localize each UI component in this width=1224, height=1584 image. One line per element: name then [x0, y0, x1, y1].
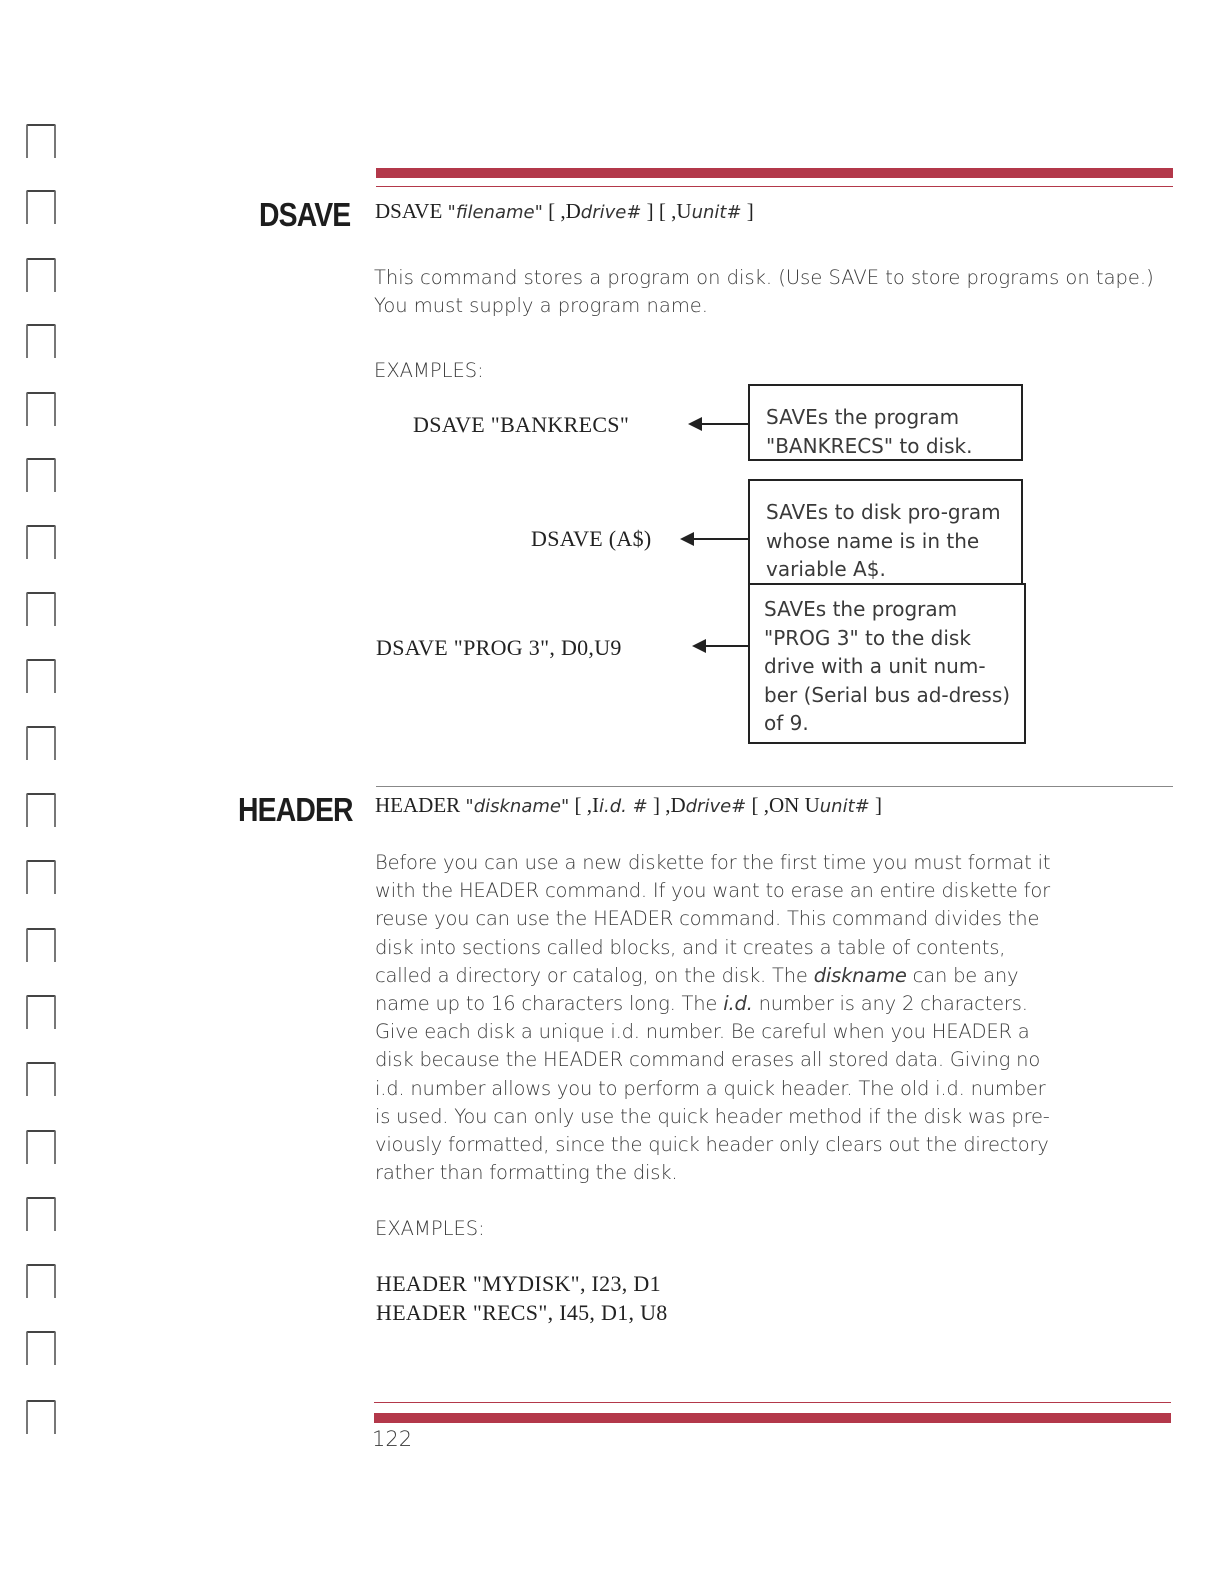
text-emphasis: i.d.: [723, 992, 753, 1016]
syntax-command: DSAVE: [375, 199, 443, 223]
dsave-example-code: DSAVE "BANKRECS": [413, 412, 630, 437]
syntax-text: ] ,D: [647, 793, 686, 817]
binding-tab: [26, 458, 56, 492]
binding-tab: [26, 190, 56, 224]
binding-tab: [26, 1400, 56, 1434]
text-line: viously formatted, since the quick header only clears out the directory: [375, 1133, 1049, 1157]
header-description: [375, 849, 1185, 1187]
top-red-rule: [376, 168, 1173, 178]
section-divider: [376, 786, 1173, 787]
bottom-red-rule: [374, 1413, 1171, 1423]
syntax-text: ]: [869, 793, 882, 817]
syntax-param: unit#: [819, 796, 870, 817]
text-line: with the HEADER command. If you want to erase an entire diskette for: [375, 879, 1050, 903]
top-thin-rule: [376, 186, 1173, 187]
syntax-param: "filename": [447, 202, 543, 223]
binding-tab: [26, 659, 56, 693]
text-span: name up to 16 characters long. The: [375, 992, 724, 1016]
header-example-code: HEADER "MYDISK", I23, D1: [376, 1271, 661, 1296]
syntax-command: HEADER: [375, 793, 461, 817]
text-line: Before you can use a new diskette for the first time you must format it: [375, 851, 1051, 874]
binding-tab: [26, 258, 56, 292]
dsave-example-note: SAVEs to disk pro-gram whose name is in the variable A$.: [748, 479, 1023, 585]
dsave-example-note: SAVEs the program "BANKRECS" to disk.: [748, 384, 1023, 461]
text-line: reuse you can use the HEADER command. This command divides the: [375, 907, 1040, 931]
syntax-text: ]: [741, 199, 754, 223]
binding-tab: [26, 1264, 56, 1298]
header-heading: HEADER: [238, 791, 353, 828]
text-line: [375, 990, 1185, 1018]
arrow-icon: [692, 538, 748, 540]
binding-tab: [26, 1062, 56, 1096]
dsave-example-code: DSAVE "PROG 3", D0,U9: [376, 635, 622, 660]
header-examples-label: EXAMPLES:: [375, 1217, 485, 1240]
syntax-param: i.d. #: [599, 796, 648, 817]
binding-tab: [26, 793, 56, 827]
syntax-text: [ ,ON U: [746, 793, 820, 817]
syntax-param: drive#: [685, 796, 747, 817]
dsave-syntax: [375, 199, 754, 224]
header-examples: [376, 1270, 668, 1327]
text-emphasis: diskname: [813, 963, 907, 987]
dsave-heading: DSAVE: [259, 196, 351, 233]
syntax-text: [ ,D: [542, 199, 581, 223]
syntax-text: ] [ ,U: [641, 199, 692, 223]
header-example-code: HEADER "RECS", I45, D1, U8: [376, 1299, 668, 1325]
text-line: is used. You can only use the quick header method if the disk was pre-: [375, 1104, 1050, 1128]
binding-tab: [26, 860, 56, 894]
dsave-example-note: SAVEs the program "PROG 3" to the disk drive with a unit num-ber (Serial bus ad-dress) of 9.: [748, 583, 1026, 744]
text-line: disk because the HEADER command erases all stored data. Giving no: [375, 1048, 1041, 1072]
binding-tab: [26, 124, 56, 158]
syntax-param: "diskname": [465, 796, 570, 817]
text-span: number is any 2 characters.: [752, 992, 1028, 1016]
bottom-thin-rule: [374, 1402, 1171, 1403]
binding-tab: [26, 928, 56, 962]
dsave-example-code: DSAVE (A$): [531, 526, 652, 551]
syntax-param: unit#: [691, 202, 742, 223]
binding-tab: [26, 324, 56, 358]
binding-tab: [26, 392, 56, 426]
text-span: called a directory or catalog, on the disk. The: [375, 963, 814, 987]
binding-tab: [26, 592, 56, 626]
text-span: can be any: [906, 963, 1019, 987]
text-line: [375, 962, 1185, 990]
syntax-param: drive#: [580, 202, 642, 223]
binding-tab: [26, 726, 56, 760]
arrow-icon: [704, 645, 748, 647]
dsave-examples-label: EXAMPLES:: [374, 359, 484, 382]
text-line: Give each disk a unique i.d. number. Be careful when you HEADER a: [375, 1020, 1030, 1044]
dsave-description: This command stores a program on disk. (Use SAVE to store programs on tape.) You must supply a program name.: [374, 266, 1154, 318]
text-line: rather than formatting the disk.: [375, 1161, 678, 1185]
text-line: disk into sections called blocks, and it creates a table of contents,: [375, 935, 1006, 959]
page-number: 122: [372, 1427, 413, 1451]
arrow-icon: [700, 423, 748, 425]
text-line: i.d. number allows you to perform a quick header. The old i.d. number: [375, 1076, 1046, 1100]
binding-tab: [26, 525, 56, 559]
header-syntax: [375, 793, 882, 818]
syntax-text: [ ,I: [569, 793, 600, 817]
binding-tab: [26, 1130, 56, 1164]
binding-tab: [26, 1197, 56, 1231]
binding-tab: [26, 1331, 56, 1365]
binding-tab: [26, 995, 56, 1029]
